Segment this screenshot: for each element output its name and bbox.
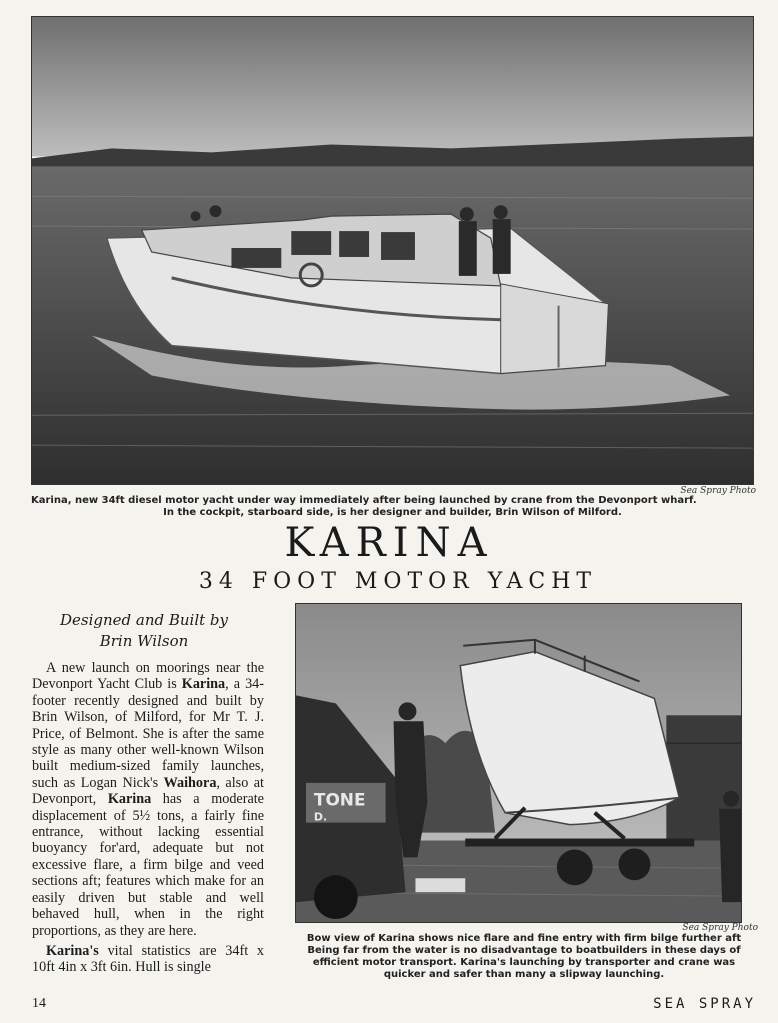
para2-boat-name: Karina's: [46, 942, 99, 959]
paragraph-2: [32, 943, 264, 976]
page-number: 14: [32, 996, 46, 1011]
byline-line2: Brin Wilson: [99, 632, 189, 650]
byline: [34, 610, 254, 652]
bottom-caption-line2: Being far from the water is no disadvantage to boatbuilders in these days of: [307, 945, 741, 956]
top-photo-caption-line1: Karina, new 34ft diesel motor yacht under way immediately after being launched by crane from the Devonport wharf.: [31, 495, 697, 506]
para1-text-a: A new launch on moorings near the Devonport Yacht Club is: [32, 660, 264, 693]
yacht-underway-image: [32, 17, 753, 484]
para1-boat-name-2: Karina: [107, 791, 152, 808]
article-subtitle: 34 FOOT MOTOR YACHT: [198, 569, 598, 594]
bottom-photo-credit: Sea Spray Photo: [682, 923, 758, 933]
para1-text-c: , also at Devonport,: [32, 774, 264, 808]
truck-sign: TONE: [313, 789, 366, 810]
article-body: [32, 660, 264, 980]
bottom-photo-caption: [284, 933, 764, 981]
paragraph-1: [32, 660, 264, 939]
byline-line1: Designed and Built by: [59, 611, 229, 629]
yacht-on-transporter-image: [296, 604, 741, 922]
bottom-photo-launch-transport: [295, 603, 742, 923]
top-photo-yacht-underway: [31, 16, 754, 485]
para1-waihora: Waihora: [163, 774, 217, 791]
bottom-caption-line3: efficient motor transport. Karina's launching by transporter and crane was: [312, 957, 736, 968]
magazine-name: SEA SPRAY: [653, 996, 756, 1012]
bottom-caption-line4: quicker and safer than many a slipway launching.: [383, 969, 665, 980]
top-photo-caption-line2: In the cockpit, starboard side, is her designer and builder, Brin Wilson of Milford.: [163, 507, 622, 518]
para1-boat-name: Karina: [181, 676, 226, 693]
para1-text-b: , a 34-footer recently designed and built by Brin Wilson, of Milford, for Mr T. J. Price, of Belmont. She is after the same style as many other well-known Wilson built medium-sized family launches, such as Logan Nick's: [32, 676, 264, 791]
truck-sign-2: D.: [313, 810, 328, 824]
top-photo-credit: Sea Spray Photo: [680, 486, 756, 496]
bottom-caption-line1: Bow view of Karina shows nice flare and fine entry with firm bilge further aft: [306, 933, 742, 944]
para1-text-d: has a moderate displacement of 5½ tons, a fairly fine entrance, without lacking essential buoyancy for'ard, adequate but not excessive flare, a firm bilge and veed sections aft; features which make for an easily driven but stable and well behaved hull, when in the right proportions, as they are here.: [32, 791, 264, 939]
para2-text: vital statistics are 34ft x 10ft 4in x 3ft 6in. Hull is single: [32, 942, 264, 976]
article-title: KARINA: [284, 520, 494, 566]
